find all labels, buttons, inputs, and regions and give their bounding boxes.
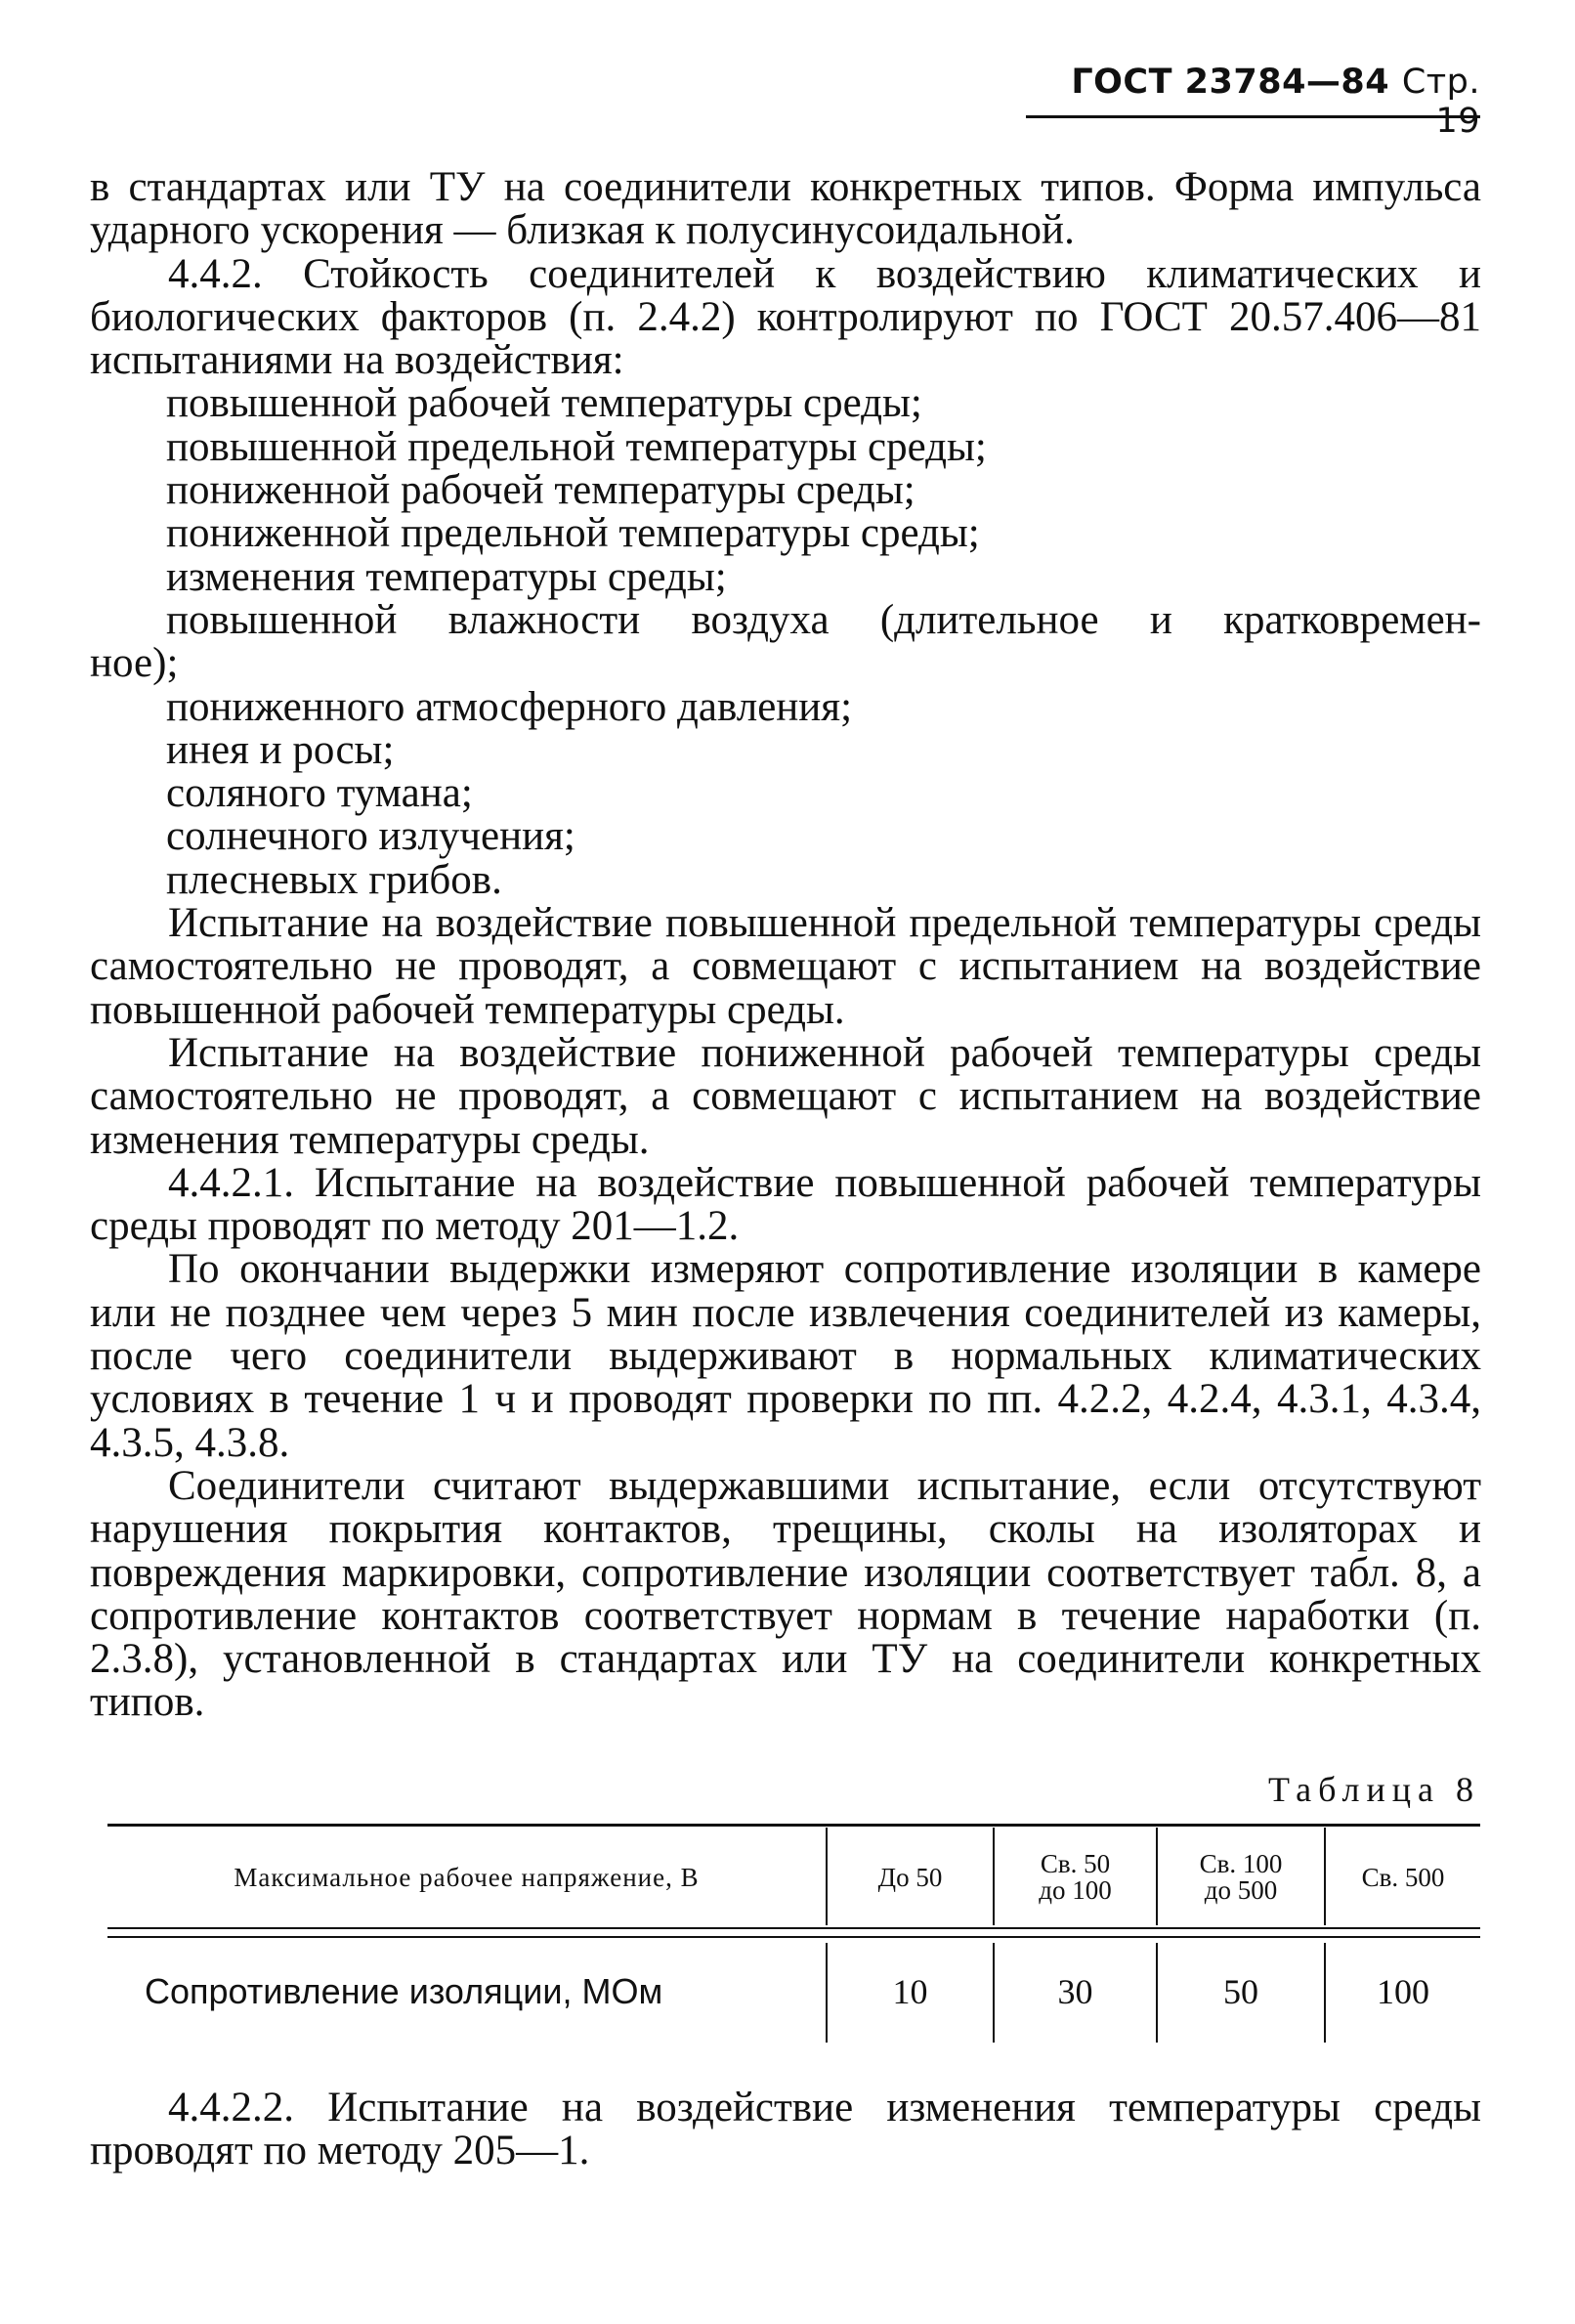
- paragraph-4-4-2-2: 4.4.2.2. Испытание на воздействие изменения температуры среды проводят по методу 205—1.: [90, 2085, 1481, 2174]
- list-item: изменения температуры среды;: [166, 553, 727, 600]
- list-item: пониженного атмосферного давления;: [166, 683, 853, 730]
- list-item: повышенной предельной температуры среды;: [166, 423, 987, 470]
- header-rule: [1026, 115, 1480, 118]
- page-header: [1026, 63, 1480, 141]
- column-header-line: Св. 500: [1361, 1862, 1445, 1892]
- column-header-line: Св. 100: [1199, 1849, 1283, 1878]
- paragraph-note-1: Испытание на воздействие повышенной предельной температуры среды самостоятельно не проводят, а совмещают с испытанием на воздействие повышенной рабочей температуры среды.: [90, 900, 1481, 1033]
- table-column-header: [995, 1829, 1156, 1925]
- paragraph-4-4-2-1: 4.4.2.1. Испытание на воздействие повышенной рабочей температуры среды проводят по методу 201—1.2.: [90, 1159, 1481, 1250]
- paragraph-measurement: По окончании выдержки измеряют сопротивление изоляции в камере или не позднее чем через 5 мин после извлечения соединителей из камеры, после чего соединители выдерживают в нормальных климатических условиях в течение 1 ч и проводят проверки по пп. 4.2.2, 4.2.4, 4.3.1, 4.3.4, 4.3.5, 4.3.8.: [90, 1246, 1481, 1466]
- table-cell: 100: [1377, 1972, 1429, 2011]
- column-header-line: до 500: [1204, 1875, 1278, 1905]
- paragraph-note-2: Испытание на воздействие пониженной рабочей температуры среды самостоятельно не проводят, а совмещают с испытанием на воздействие изменения температуры среды.: [90, 1029, 1481, 1163]
- table-caption: Таблица 8: [1268, 1770, 1480, 1809]
- list-item: повышенной влажности воздуха (длительное и кратковремен-: [166, 596, 1481, 643]
- table-column-header: [828, 1829, 993, 1925]
- body-text: [90, 166, 1481, 1725]
- column-header-line: Св. 50: [1040, 1849, 1111, 1878]
- column-header-line: До 50: [877, 1862, 943, 1892]
- paragraph-1: в стандартах или ТУ на соединители конкретных типов. Форма импульса ударного ускорения — близкая к полусинусоидальной.: [90, 164, 1481, 254]
- table-cell: 10: [892, 1972, 928, 2011]
- list-item: соляного тумана;: [166, 770, 473, 817]
- list-item: солнечного излучения;: [166, 813, 575, 860]
- table-top-rule: [107, 1824, 1480, 1827]
- table-header-rule-double: [107, 1936, 1480, 1938]
- list-item: плесневых грибов.: [166, 856, 502, 903]
- page-number: Стр. 19: [1401, 63, 1480, 141]
- after-table-text: [90, 2087, 1481, 2173]
- table-header-rule: [107, 1927, 1480, 1929]
- table-column-header: [1158, 1829, 1324, 1925]
- paragraph-criteria: Соединители считают выдержавшими испытание, если отсутствуют нарушения покрытия контактов, трещины, сколы на изоляторах и повреждения маркировки, сопротивление изоляции соответствует табл. 8, а сопротивление контактов соответствует нормам в течение наработки (п. 2.3.8), установленной в стандартах или ТУ на соединители конкретных типов.: [90, 1462, 1481, 1726]
- list-item-continuation: ное);: [90, 640, 179, 687]
- list-item: повышенной рабочей температуры среды;: [166, 380, 922, 427]
- paragraph-4-4-2: 4.4.2. Стойкость соединителей к воздействию климатических и биологических факторов (п. 2.4.2) контролируют по ГОСТ 20.57.406—81 испытаниями на воздействия:: [90, 250, 1481, 384]
- list-item: инея и росы;: [166, 726, 395, 773]
- table-header-label: Максимальное рабочее напряжение, В: [234, 1862, 700, 1892]
- table-cell: 50: [1223, 1972, 1258, 2011]
- table-row-label: Сопротивление изоляции, МОм: [145, 1971, 663, 2011]
- table-column-header: [1326, 1829, 1480, 1925]
- standard-number: ГОСТ 23784—84: [1071, 63, 1390, 102]
- table-cell: 30: [1057, 1972, 1093, 2011]
- column-header-line: до 100: [1039, 1875, 1112, 1905]
- list-item: пониженной предельной температуры среды;: [166, 510, 980, 557]
- list-item: пониженной рабочей температуры среды;: [166, 467, 915, 514]
